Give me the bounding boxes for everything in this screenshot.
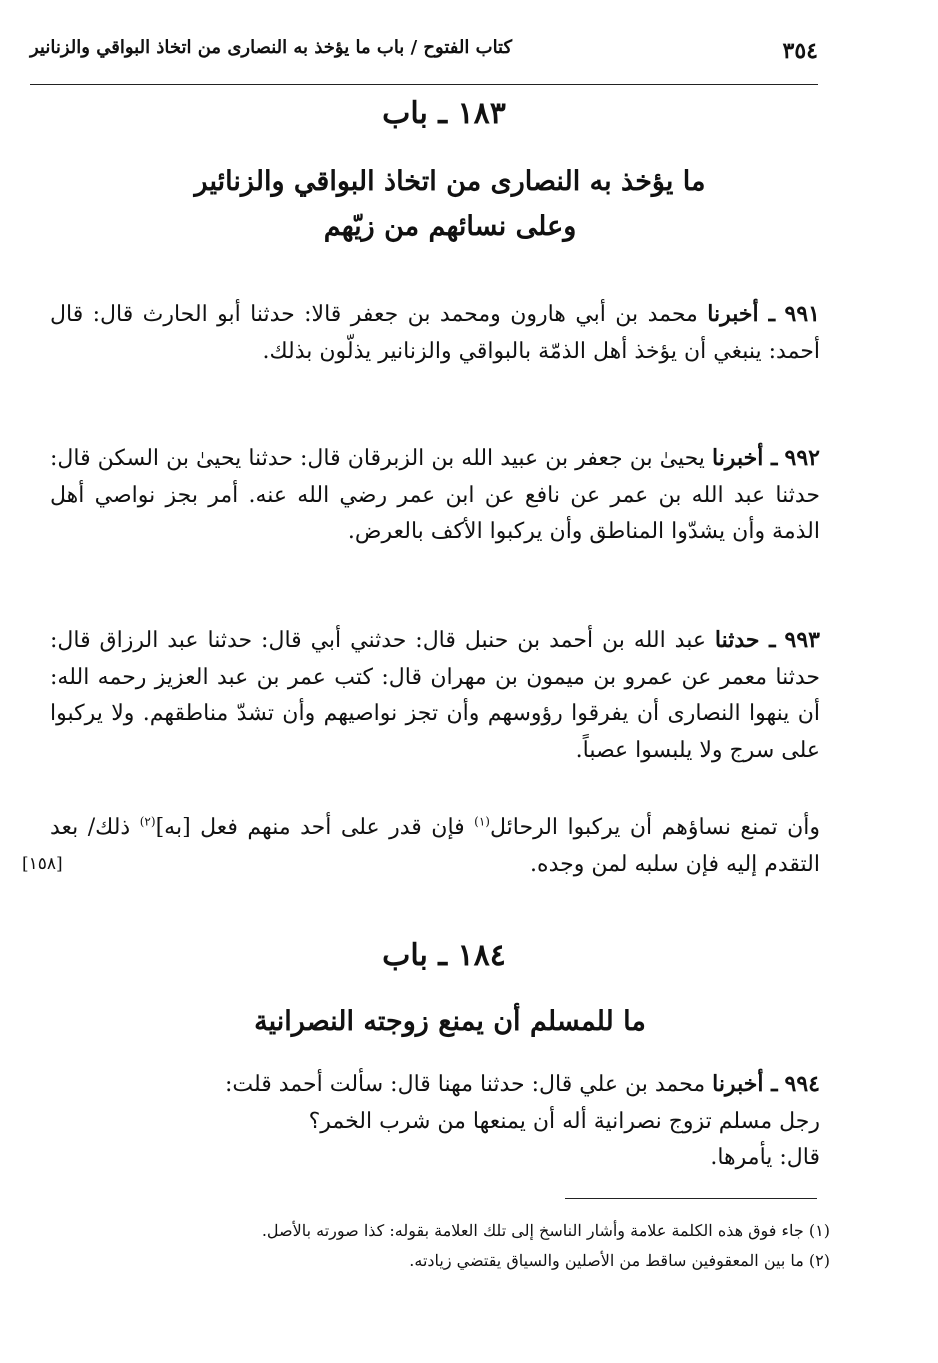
chapter-title-183-line2: وعلى نسائهم من زيّهم — [323, 210, 577, 242]
page-header — [30, 36, 818, 85]
footnote-2: (٢) ما بين المعقوفين ساقط من الأصلين والسياق يقتضي زيادته. — [409, 1250, 830, 1270]
entry-number: ٩٩١ — [784, 301, 820, 327]
manuscript-folio-ref: [١٥٨] — [22, 854, 63, 874]
entry-number: ٩٩٤ — [784, 1071, 820, 1097]
entry-993-continuation — [50, 810, 820, 883]
page-number: ٣٥٤ — [782, 38, 818, 64]
entry-number: ٩٩٢ — [784, 445, 820, 471]
continuation-text-1: وأن تمنع نساؤهم أن يركبوا الرحائل — [489, 815, 821, 840]
chapter-title-183-line1: ما يؤخذ به النصارى من اتخاذ البواقي والزنائير — [194, 166, 706, 197]
footnote-marker-2: (٢) — [139, 814, 156, 829]
chapter-title-184: ما للمسلم أن يمنع زوجته النصرانية — [254, 1006, 646, 1037]
footnote-marker-1: (١) — [474, 814, 490, 829]
footnotes — [60, 1216, 830, 1275]
entry-993: ٩٩٣ ـ حدثنا عبد الله بن أحمد بن حنبل قال: حدثني أبي قال: حدثنا عبد الرزاق قال: حدثنا معمر عن عمرو بن ميمون بن مهران قال: كتب عمر بن عبد العزيز رحمه الله: أن ينهوا النصارى أن يفرقوا رؤوسهم وأن تجز نواصيهم وأن تشدّ مناطقهم. ولا يركبوا على سرج ولا يلبسوا عصباً. — [50, 627, 820, 763]
entry-lead: أخبرنا — [707, 301, 759, 327]
entry-992: ٩٩٢ ـ أخبرنا يحيىٰ بن جعفر بن عبيد الله بن الزبرقان قال: حدثنا يحيىٰ بن السكن قال: حدثنا عبد الله بن عمر عن نافع عن ابن عمر رضي الله عنه. أمر بجز نواصي أهل الذمة وأن يشدّوا المناطق وأن يركبوا الأكف بالعرض. — [50, 445, 820, 545]
continuation-text-3: ذلك/ بعد التقدم إليه فإن سلبه لمن وجده. — [50, 815, 820, 877]
chapter-title-183 — [60, 160, 840, 249]
continuation-text-2: فإن قدر على أحد منهم فعل [به] — [155, 815, 475, 840]
entry-994-line3: قال: يأمرها. — [710, 1145, 820, 1171]
entry-text: محمد بن أبي هارون ومحمد بن جعفر قالا: حدثنا أبو الحارث قال: قال أحمد: ينبغي أن يؤخذ أهل الذمّة بالبواقي والزنانير يذلّون بذلك. — [50, 302, 820, 364]
entry-lead: أخبرنا — [712, 1071, 764, 1097]
entry-text: محمد بن علي قال: حدثنا مهنا قال: سألت أحمد قلت: — [224, 1072, 706, 1097]
entry-text: يحيىٰ بن جعفر بن عبيد الله بن الزبرقان قال: حدثنا يحيىٰ بن السكن قال: حدثنا عبد الله بن عمر عن نافع عن ابن عمر رضي الله عنه. أمر بجز نواصي أهل الذمة وأن يشدّوا المناطق وأن يركبوا الأكف بالعرض. — [50, 446, 820, 545]
entry-lead: حدثنا — [714, 627, 760, 653]
footnote-1: (١) جاء فوق هذه الكلمة علامة وأشار الناسخ إلى تلك العلامة بقوله: كذا صورته بالأصل. — [261, 1221, 830, 1240]
running-title: كتاب الفتوح / باب ما يؤخذ به النصارى من اتخاذ البواقي والزنانير — [30, 37, 513, 58]
entry-994 — [90, 1066, 820, 1177]
entry-lead: أخبرنا — [711, 445, 764, 471]
entry-number: ٩٩٣ — [784, 627, 820, 653]
entry-text: عبد الله بن أحمد بن حنبل قال: حدثني أبي قال: حدثنا عبد الرزاق قال: حدثنا معمر عن عمرو بن ميمون بن مهران قال: كتب عمر بن عبد العزيز رحمه الله: أن ينهوا النصارى أن يفرقوا رؤوسهم وأن تجز نواصيهم وأن تشدّ مناطقهم. ولا يركبوا على سرج ولا يلبسوا عصباً. — [50, 628, 820, 763]
chapter-heading-184: ١٨٤ ـ باب — [382, 938, 506, 973]
entry-994-line1: ٩٩٤ ـ أخبرنا محمد بن علي قال: حدثنا مهنا قال: سألت أحمد قلت: — [224, 1071, 820, 1097]
chapter-heading-183: ١٨٣ ـ باب — [382, 96, 506, 131]
entry-991: ٩٩١ ـ أخبرنا محمد بن أبي هارون ومحمد بن جعفر قالا: حدثنا أبو الحارث قال: قال أحمد: ينبغي أن يؤخذ أهل الذمّة بالبواقي والزنانير يذلّون بذلك. — [50, 301, 820, 364]
footnote-divider — [565, 1198, 817, 1199]
entry-994-line2: رجل مسلم تزوج نصرانية أله أن يمنعها من شرب الخمر؟ — [308, 1108, 820, 1134]
